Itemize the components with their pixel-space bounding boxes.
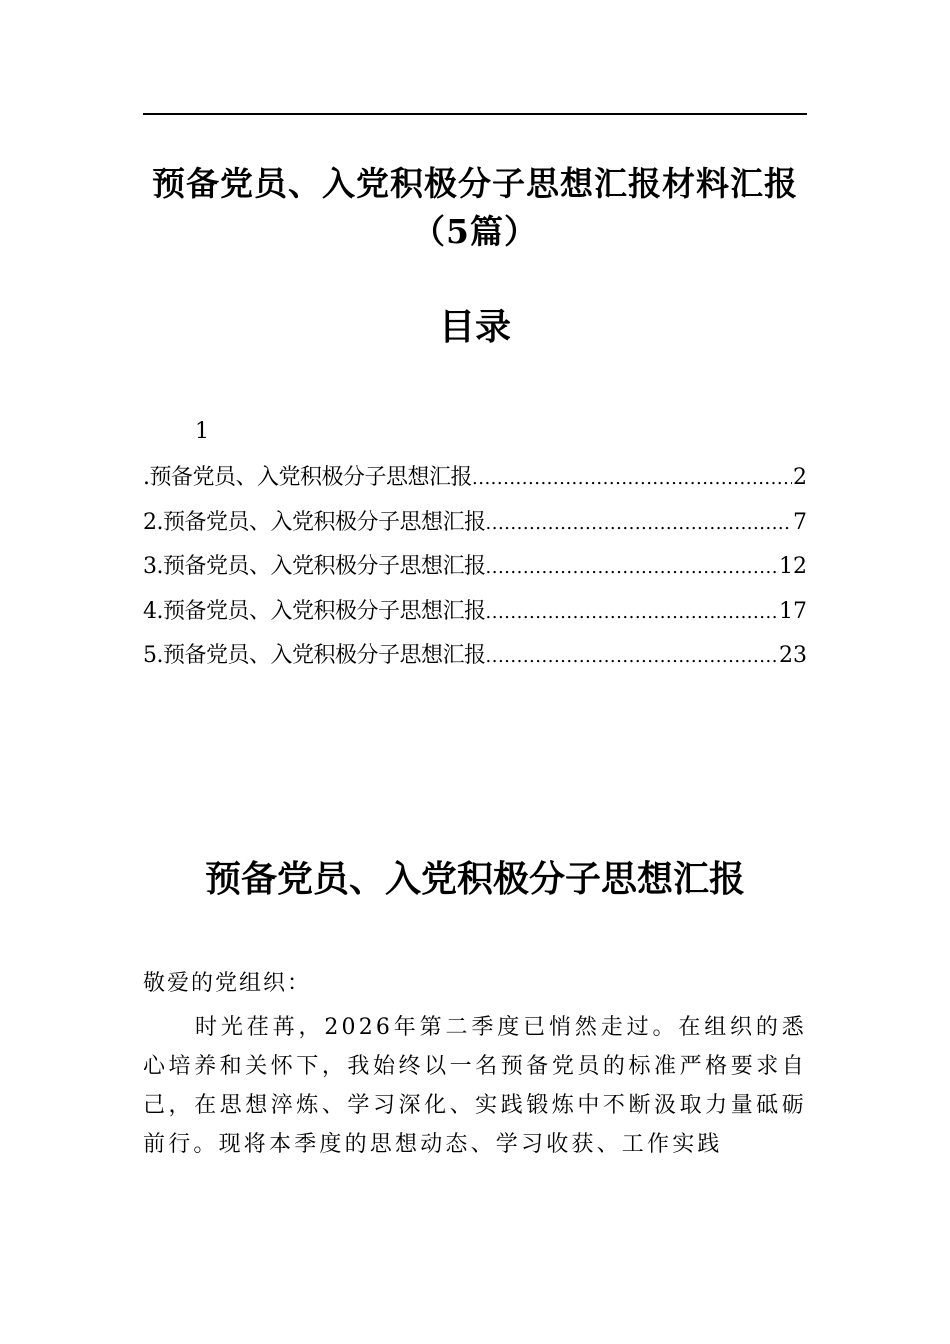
toc-leader-dots: [486, 591, 779, 635]
toc-leader-dots: [486, 502, 793, 546]
toc-entry-label: 3.预备党员、入党积极分子思想汇报: [143, 554, 486, 580]
section-title: 预备党员、入党积极分子思想汇报: [204, 858, 745, 900]
toc-leader-dots: [472, 457, 792, 501]
body-paragraph: 时光荏苒，2026年第二季度已悄然走过。在组织的悉心培养和关怀下，我始终以一名预备党员的标准严格要求自己，在思想淬炼、学习深化、实践锻炼中不断汲取力量砥砺前行。现将本季度的思想动态、学习收获、工作实践: [143, 1015, 807, 1157]
toc-leading-number: 1: [195, 419, 209, 444]
toc-entry[interactable]: [143, 634, 807, 679]
toc-entry-page: 12: [779, 554, 807, 580]
toc-entry-label: 4.预备党员、入党积极分子思想汇报: [143, 598, 486, 624]
header-rule: [143, 113, 807, 115]
toc-leader-dots: [486, 635, 779, 679]
table-of-contents: [143, 456, 807, 679]
salutation: 敬爱的党组织：: [143, 971, 312, 996]
toc-entry-page: 17: [779, 598, 807, 624]
toc-leader-dots: [486, 546, 779, 590]
toc-entry[interactable]: [143, 545, 807, 590]
toc-entry-label: 5.预备党员、入党积极分子思想汇报: [143, 643, 486, 669]
toc-entry-page: 7: [793, 509, 807, 535]
toc-entry-label: 2.预备党员、入党积极分子思想汇报: [143, 509, 486, 535]
document-title: 预备党员、入党积极分子思想汇报材料汇报（5篇）: [152, 164, 798, 251]
toc-heading: 目录: [438, 306, 511, 348]
toc-entry[interactable]: [143, 501, 807, 546]
toc-entry-label: .预备党员、入党积极分子思想汇报: [143, 465, 472, 490]
toc-entry[interactable]: [143, 456, 807, 501]
toc-entry-page: 23: [779, 643, 807, 669]
toc-entry[interactable]: [143, 590, 807, 635]
toc-entry-page: 2: [793, 465, 807, 490]
